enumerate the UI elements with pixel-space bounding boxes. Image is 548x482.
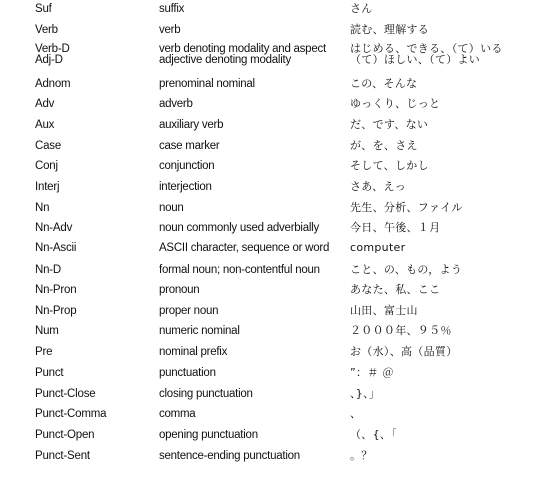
tag-cell: Nn-Adv bbox=[35, 222, 73, 234]
tag-cell: Nn-Pron bbox=[35, 284, 77, 296]
example-cell: さん bbox=[350, 2, 373, 15]
tag-cell: Conj bbox=[35, 160, 58, 172]
table-row bbox=[0, 261, 548, 279]
description-cell: comma bbox=[159, 408, 196, 420]
tag-cell: Punct bbox=[35, 367, 64, 379]
tag-cell: Case bbox=[35, 140, 62, 152]
description-cell: suffix bbox=[159, 3, 185, 15]
example-cell: あなた、私、ここ bbox=[350, 283, 441, 296]
example-cell: が、を、さえ bbox=[350, 139, 418, 152]
table-row bbox=[0, 385, 548, 403]
table-row bbox=[0, 75, 548, 93]
description-cell: auxiliary verb bbox=[159, 119, 224, 131]
description-cell: formal noun; non-contentful noun bbox=[159, 264, 320, 276]
description-cell: adjective denoting modality bbox=[159, 54, 291, 66]
description-cell: adverb bbox=[159, 98, 193, 110]
example-cell: 先生、分析、ファイル bbox=[350, 201, 463, 214]
description-cell: sentence-ending punctuation bbox=[159, 450, 300, 462]
tag-cell: Aux bbox=[35, 119, 55, 131]
description-cell: closing punctuation bbox=[159, 388, 253, 400]
description-cell: interjection bbox=[159, 181, 212, 193]
description-cell: ASCII character, sequence or word bbox=[159, 242, 330, 254]
description-cell: noun commonly used adverbially bbox=[159, 222, 319, 234]
description-cell: case marker bbox=[159, 140, 220, 152]
description-cell: prenominal nominal bbox=[159, 78, 255, 90]
example-cell: はじめる、できる、（て）いる bbox=[350, 42, 503, 55]
table-row bbox=[0, 137, 548, 155]
tag-cell: Num bbox=[35, 325, 59, 337]
table-row bbox=[0, 405, 548, 423]
tag-cell: Suf bbox=[35, 3, 52, 15]
example-cell: ゆっくり、じっと bbox=[350, 97, 441, 110]
example-cell: ”：＃ ＠ bbox=[350, 366, 394, 379]
table-row bbox=[0, 322, 548, 340]
example-cell: さあ、えっ bbox=[350, 180, 407, 193]
table-row bbox=[0, 239, 548, 257]
tag-cell: Adv bbox=[35, 98, 55, 110]
table-row bbox=[0, 219, 548, 237]
tag-cell: Punct-Comma bbox=[35, 408, 107, 420]
tag-cell: Nn bbox=[35, 202, 50, 214]
description-cell: numeric nominal bbox=[159, 325, 240, 337]
example-cell: この、そんな bbox=[350, 77, 418, 90]
table-row bbox=[0, 178, 548, 196]
table-row bbox=[0, 302, 548, 320]
tag-cell: Adj-D bbox=[35, 54, 63, 66]
tag-cell: Interj bbox=[35, 181, 60, 193]
example-cell: 。？ bbox=[350, 449, 373, 462]
table-row bbox=[0, 199, 548, 217]
tag-cell: Nn-Prop bbox=[35, 305, 77, 317]
description-cell: punctuation bbox=[159, 367, 216, 379]
table-row bbox=[0, 95, 548, 113]
table-row bbox=[0, 0, 548, 18]
description-cell: nominal prefix bbox=[159, 346, 228, 358]
example-cell: ２０００年、９５％ bbox=[350, 324, 452, 337]
table-row bbox=[0, 157, 548, 175]
example-cell: 、 bbox=[350, 407, 362, 420]
table-row bbox=[0, 447, 548, 465]
tag-cell: Verb bbox=[35, 24, 58, 36]
example-cell: そして、しかし bbox=[350, 159, 429, 172]
tag-cell: Punct-Sent bbox=[35, 450, 90, 462]
description-cell: noun bbox=[159, 202, 184, 214]
tag-cell: Punct-Close bbox=[35, 388, 96, 400]
example-cell: こと、の、もの，よう bbox=[350, 263, 463, 276]
example-cell: 読む、理解する bbox=[350, 23, 430, 36]
example-cell: 、}、」 bbox=[350, 387, 381, 400]
table-row bbox=[0, 343, 548, 361]
description-cell: pronoun bbox=[159, 284, 200, 296]
example-cell: お（水）、高（品質） bbox=[350, 345, 458, 358]
tag-cell: Pre bbox=[35, 346, 53, 358]
description-cell: conjunction bbox=[159, 160, 215, 172]
table-row-partial bbox=[0, 53, 548, 67]
description-cell: proper noun bbox=[159, 305, 219, 317]
example-cell: （、{、「 bbox=[350, 428, 397, 441]
example-cell: 山田、富士山 bbox=[350, 304, 418, 317]
description-cell: verb denoting modality and aspect bbox=[159, 43, 326, 55]
tag-cell: Nn-Ascii bbox=[35, 242, 77, 254]
tag-cell: Verb-D bbox=[35, 43, 70, 55]
tag-cell: Punct-Open bbox=[35, 429, 95, 441]
table-row bbox=[0, 364, 548, 382]
description-cell: opening punctuation bbox=[159, 429, 258, 441]
example-cell: 今日、午後、１月 bbox=[350, 221, 441, 234]
tag-cell: Nn-D bbox=[35, 264, 62, 276]
tag-cell: Adnom bbox=[35, 78, 71, 90]
table-row bbox=[0, 21, 548, 39]
table-row bbox=[0, 281, 548, 299]
description-cell: verb bbox=[159, 24, 181, 36]
example-cell: だ、です、ない bbox=[350, 118, 429, 131]
table-row bbox=[0, 116, 548, 134]
table-row bbox=[0, 426, 548, 444]
example-cell: （て）ほしい、（て）よい bbox=[350, 53, 481, 66]
example-cell: computer bbox=[350, 241, 406, 254]
